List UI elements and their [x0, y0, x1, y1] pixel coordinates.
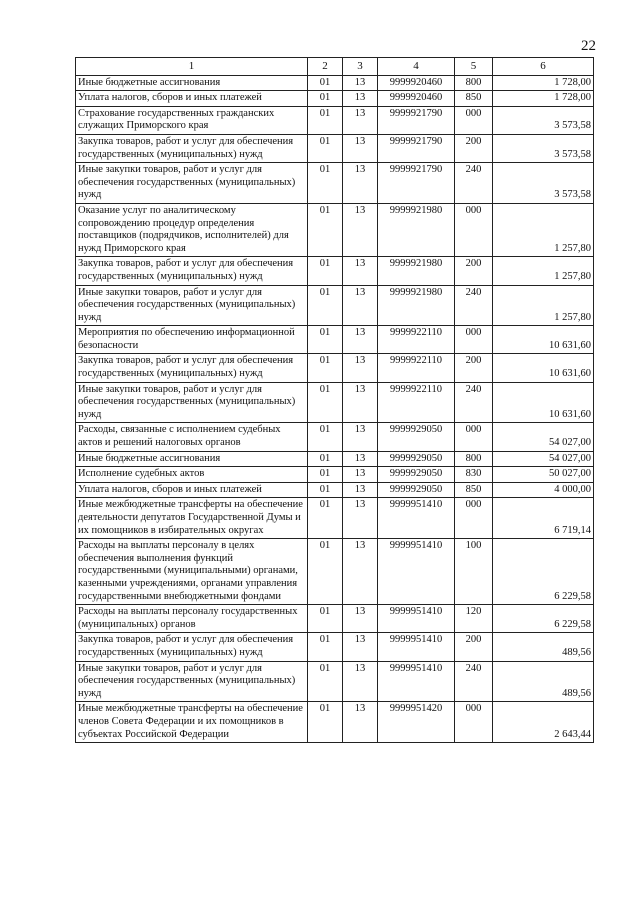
row-amount: 6 229,58 — [493, 539, 594, 605]
row-name: Расходы на выплаты персоналу в целях обеспечения выполнения функций государственными (муниципальными) органами, казенными учреждениями, органами управления государственными внебюджетными фондами — [76, 539, 308, 605]
row-section: 01 — [308, 451, 343, 467]
row-expense-type: 200 — [455, 354, 493, 382]
row-section: 01 — [308, 257, 343, 285]
row-subsection: 13 — [343, 91, 378, 107]
row-amount: 1 257,80 — [493, 285, 594, 326]
row-expense-type: 240 — [455, 661, 493, 702]
row-target-article: 9999922110 — [378, 382, 455, 423]
row-subsection: 13 — [343, 257, 378, 285]
table-row — [76, 482, 594, 498]
row-target-article: 9999921980 — [378, 285, 455, 326]
row-target-article: 9999929050 — [378, 482, 455, 498]
row-amount: 3 573,58 — [493, 134, 594, 162]
row-amount: 489,56 — [493, 633, 594, 661]
row-section: 01 — [308, 633, 343, 661]
row-subsection: 13 — [343, 423, 378, 451]
table-row — [76, 423, 594, 451]
row-expense-type: 240 — [455, 163, 493, 204]
row-target-article: 9999921790 — [378, 163, 455, 204]
table-row — [76, 203, 594, 256]
row-subsection: 13 — [343, 163, 378, 204]
row-name: Закупка товаров, работ и услуг для обеспечения государственных (муниципальных) нужд — [76, 354, 308, 382]
row-section: 01 — [308, 203, 343, 256]
row-target-article: 9999929050 — [378, 451, 455, 467]
row-expense-type: 100 — [455, 539, 493, 605]
row-subsection: 13 — [343, 498, 378, 539]
row-subsection: 13 — [343, 285, 378, 326]
row-expense-type: 000 — [455, 106, 493, 134]
row-target-article: 9999922110 — [378, 326, 455, 354]
row-target-article: 9999951410 — [378, 498, 455, 539]
table-row — [76, 661, 594, 702]
row-amount: 54 027,00 — [493, 423, 594, 451]
row-section: 01 — [308, 382, 343, 423]
row-amount: 10 631,60 — [493, 354, 594, 382]
row-section: 01 — [308, 91, 343, 107]
row-expense-type: 200 — [455, 134, 493, 162]
row-expense-type: 200 — [455, 633, 493, 661]
row-target-article: 9999929050 — [378, 423, 455, 451]
row-section: 01 — [308, 354, 343, 382]
row-name: Мероприятия по обеспечению информационной безопасности — [76, 326, 308, 354]
row-amount: 1 728,00 — [493, 75, 594, 91]
row-expense-type: 800 — [455, 451, 493, 467]
row-name: Иные закупки товаров, работ и услуг для обеспечения государственных (муниципальных) нужд — [76, 285, 308, 326]
table-row — [76, 91, 594, 107]
table-row — [76, 134, 594, 162]
row-name: Иные закупки товаров, работ и услуг для обеспечения государственных (муниципальных) нужд — [76, 382, 308, 423]
row-subsection: 13 — [343, 203, 378, 256]
row-section: 01 — [308, 423, 343, 451]
table-row — [76, 382, 594, 423]
row-subsection: 13 — [343, 605, 378, 633]
row-section: 01 — [308, 134, 343, 162]
table-row — [76, 467, 594, 483]
row-amount: 2 643,44 — [493, 702, 594, 743]
row-expense-type: 240 — [455, 285, 493, 326]
row-section: 01 — [308, 498, 343, 539]
page-number: 22 — [581, 38, 596, 54]
table-row — [76, 163, 594, 204]
row-expense-type: 850 — [455, 482, 493, 498]
row-expense-type: 850 — [455, 91, 493, 107]
row-subsection: 13 — [343, 467, 378, 483]
row-amount: 489,56 — [493, 661, 594, 702]
row-expense-type: 000 — [455, 326, 493, 354]
table-row — [76, 539, 594, 605]
row-subsection: 13 — [343, 75, 378, 91]
row-target-article: 9999929050 — [378, 467, 455, 483]
table-row — [76, 633, 594, 661]
row-amount: 10 631,60 — [493, 382, 594, 423]
table-row — [76, 257, 594, 285]
row-target-article: 9999920460 — [378, 91, 455, 107]
row-target-article: 9999922110 — [378, 354, 455, 382]
table-row — [76, 498, 594, 539]
row-amount: 54 027,00 — [493, 451, 594, 467]
row-section: 01 — [308, 106, 343, 134]
row-amount: 6 719,14 — [493, 498, 594, 539]
row-subsection: 13 — [343, 539, 378, 605]
row-subsection: 13 — [343, 451, 378, 467]
row-target-article: 9999920460 — [378, 75, 455, 91]
row-expense-type: 000 — [455, 203, 493, 256]
row-section: 01 — [308, 75, 343, 91]
table-row — [76, 702, 594, 743]
row-section: 01 — [308, 702, 343, 743]
row-expense-type: 000 — [455, 423, 493, 451]
row-amount: 10 631,60 — [493, 326, 594, 354]
column-header: 4 — [378, 58, 455, 76]
table-row — [76, 451, 594, 467]
row-target-article: 9999921980 — [378, 203, 455, 256]
row-name: Иные бюджетные ассигнования — [76, 451, 308, 467]
row-amount: 6 229,58 — [493, 605, 594, 633]
row-target-article: 9999951420 — [378, 702, 455, 743]
column-header: 6 — [493, 58, 594, 76]
table-row — [76, 285, 594, 326]
row-name: Страхование государственных гражданских служащих Приморского края — [76, 106, 308, 134]
row-subsection: 13 — [343, 702, 378, 743]
row-target-article: 9999951410 — [378, 633, 455, 661]
row-target-article: 9999951410 — [378, 605, 455, 633]
row-section: 01 — [308, 163, 343, 204]
row-name: Уплата налогов, сборов и иных платежей — [76, 482, 308, 498]
row-name: Закупка товаров, работ и услуг для обеспечения государственных (муниципальных) нужд — [76, 633, 308, 661]
row-name: Расходы на выплаты персоналу государственных (муниципальных) органов — [76, 605, 308, 633]
row-expense-type: 830 — [455, 467, 493, 483]
column-header: 1 — [76, 58, 308, 76]
row-name: Оказание услуг по аналитическому сопровождению процедур определения поставщиков (подрядчиков, исполнителей) для нужд Приморского края — [76, 203, 308, 256]
row-expense-type: 000 — [455, 498, 493, 539]
column-header: 2 — [308, 58, 343, 76]
table-row — [76, 354, 594, 382]
budget-table — [75, 57, 594, 743]
row-subsection: 13 — [343, 106, 378, 134]
row-name: Иные закупки товаров, работ и услуг для обеспечения государственных (муниципальных) нужд — [76, 661, 308, 702]
row-section: 01 — [308, 605, 343, 633]
row-name: Иные закупки товаров, работ и услуг для обеспечения государственных (муниципальных) нужд — [76, 163, 308, 204]
table-row — [76, 605, 594, 633]
row-expense-type: 200 — [455, 257, 493, 285]
row-amount: 1 257,80 — [493, 203, 594, 256]
row-section: 01 — [308, 467, 343, 483]
row-target-article: 9999951410 — [378, 539, 455, 605]
row-amount: 3 573,58 — [493, 163, 594, 204]
row-subsection: 13 — [343, 354, 378, 382]
row-name: Иные бюджетные ассигнования — [76, 75, 308, 91]
table-row — [76, 326, 594, 354]
row-name: Иные межбюджетные трансферты на обеспечение членов Совета Федерации и их помощников в субъектах Российской Федерации — [76, 702, 308, 743]
table-row — [76, 75, 594, 91]
row-amount: 3 573,58 — [493, 106, 594, 134]
table-row — [76, 106, 594, 134]
row-name: Закупка товаров, работ и услуг для обеспечения государственных (муниципальных) нужд — [76, 257, 308, 285]
row-subsection: 13 — [343, 482, 378, 498]
row-expense-type: 000 — [455, 702, 493, 743]
row-expense-type: 120 — [455, 605, 493, 633]
row-amount: 50 027,00 — [493, 467, 594, 483]
row-subsection: 13 — [343, 326, 378, 354]
row-amount: 1 728,00 — [493, 91, 594, 107]
row-target-article: 9999921980 — [378, 257, 455, 285]
column-header: 3 — [343, 58, 378, 76]
row-expense-type: 800 — [455, 75, 493, 91]
row-section: 01 — [308, 285, 343, 326]
row-amount: 1 257,80 — [493, 257, 594, 285]
column-header: 5 — [455, 58, 493, 76]
row-subsection: 13 — [343, 633, 378, 661]
row-section: 01 — [308, 539, 343, 605]
row-name: Расходы, связанные с исполнением судебных актов и решений налоговых органов — [76, 423, 308, 451]
row-name: Исполнение судебных актов — [76, 467, 308, 483]
row-name: Уплата налогов, сборов и иных платежей — [76, 91, 308, 107]
row-section: 01 — [308, 661, 343, 702]
row-amount: 4 000,00 — [493, 482, 594, 498]
row-section: 01 — [308, 482, 343, 498]
row-subsection: 13 — [343, 134, 378, 162]
row-subsection: 13 — [343, 382, 378, 423]
row-target-article: 9999921790 — [378, 134, 455, 162]
row-target-article: 9999951410 — [378, 661, 455, 702]
row-name: Иные межбюджетные трансферты на обеспечение деятельности депутатов Государственной Думы и их помощников в избирательных округах — [76, 498, 308, 539]
row-target-article: 9999921790 — [378, 106, 455, 134]
row-subsection: 13 — [343, 661, 378, 702]
header-row — [76, 58, 594, 76]
row-expense-type: 240 — [455, 382, 493, 423]
row-name: Закупка товаров, работ и услуг для обеспечения государственных (муниципальных) нужд — [76, 134, 308, 162]
row-section: 01 — [308, 326, 343, 354]
